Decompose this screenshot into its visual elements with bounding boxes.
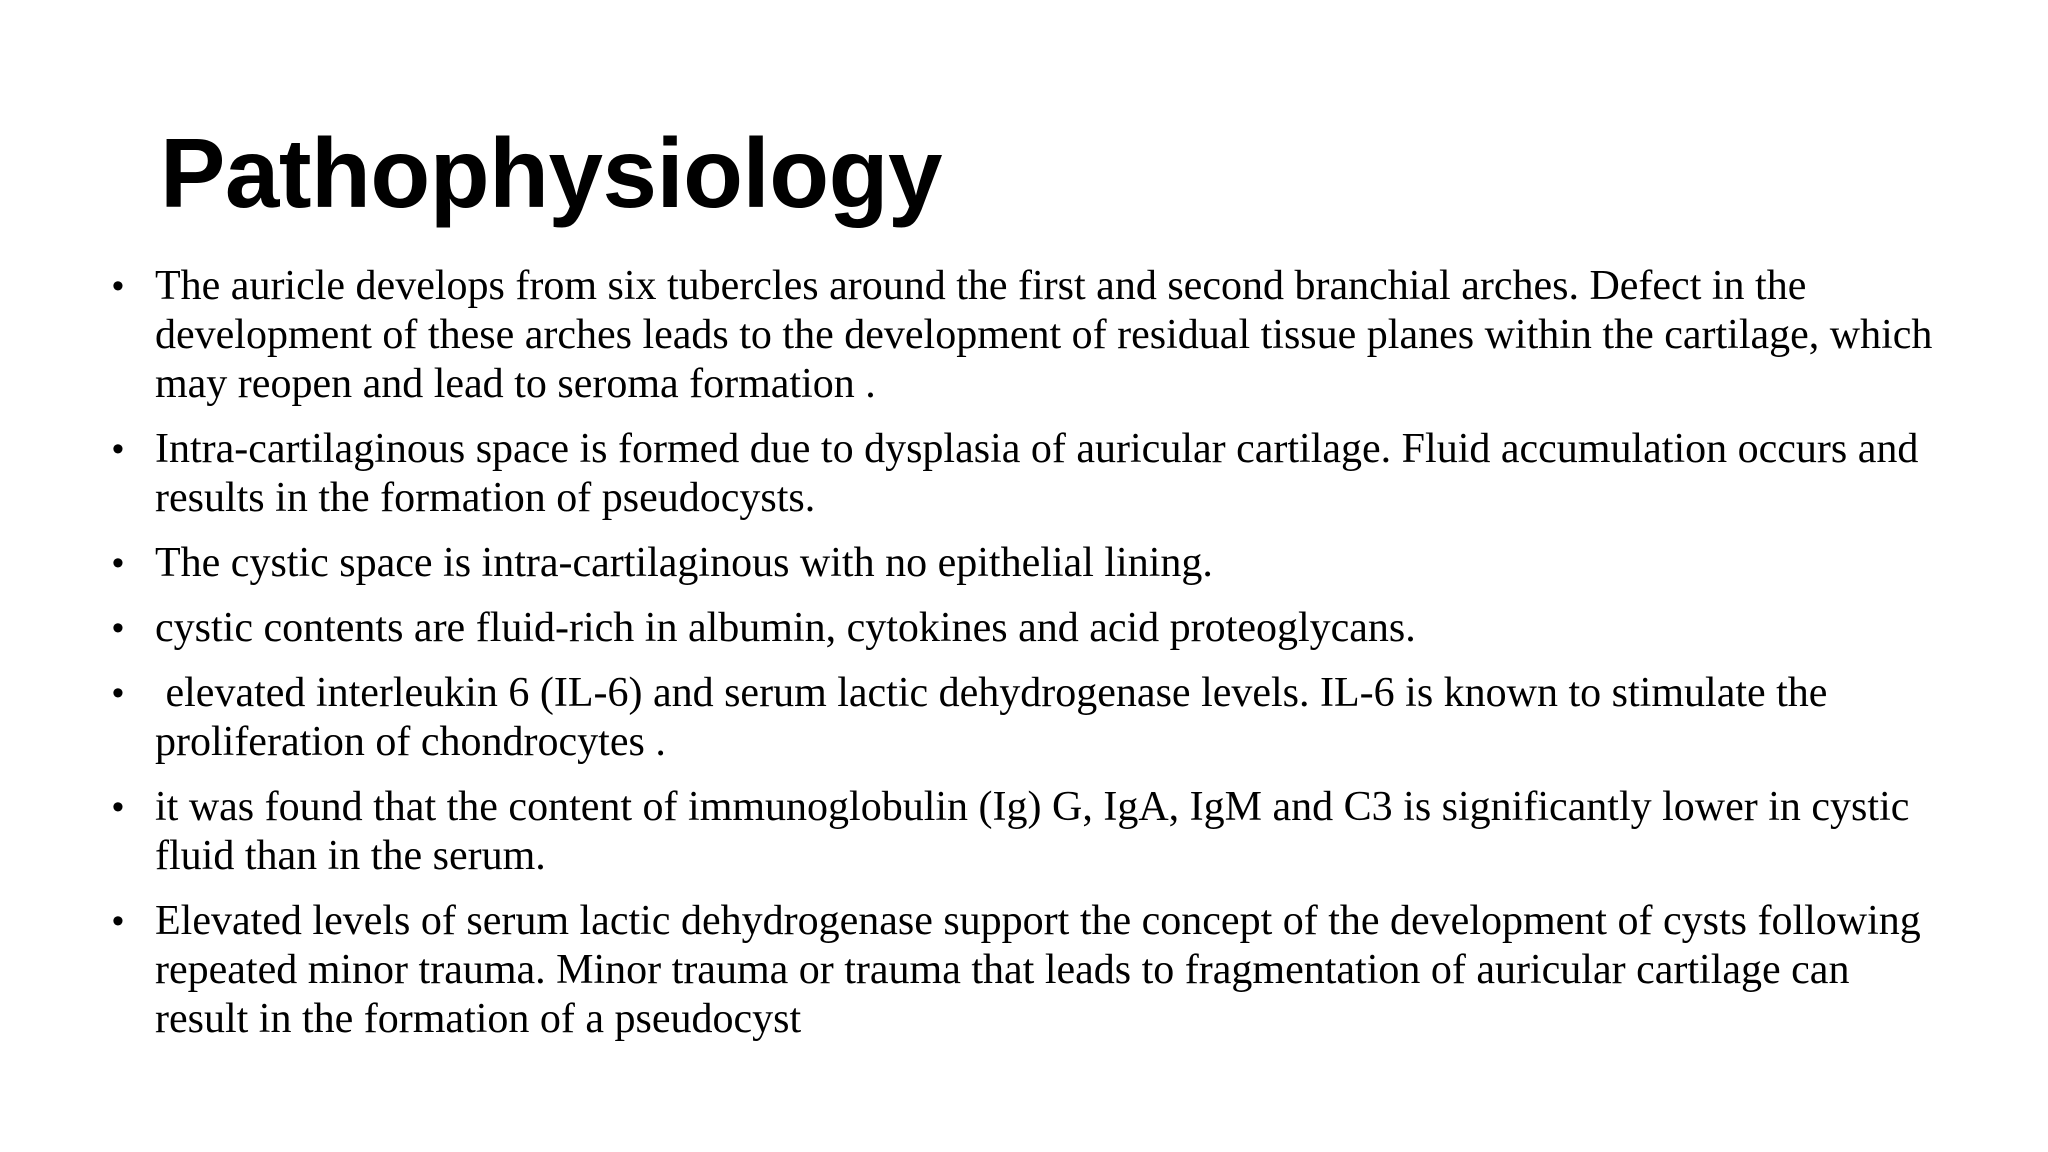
bullet-dot-icon: • <box>112 430 124 468</box>
bullet-text: elevated interleukin 6 (IL-6) and serum lactic dehydrogenase levels. IL-6 is known to stimulate the proliferation of chondrocytes . <box>155 670 1838 765</box>
bullet-item <box>110 539 1940 588</box>
bullet-item <box>110 897 1940 1044</box>
bullet-item <box>110 425 1940 523</box>
bullet-dot-icon: • <box>112 902 124 940</box>
slide-title: Pathophysiology <box>160 118 943 228</box>
bullet-item <box>110 604 1940 653</box>
bullet-list <box>110 262 1943 1060</box>
bullet-item <box>110 262 1943 409</box>
bullet-dot-icon: • <box>112 609 124 647</box>
bullet-item <box>110 783 1940 881</box>
bullet-text: it was found that the content of immunoglobulin (Ig) G, IgA, IgM and C3 is significantly lower in cystic fluid than in the serum. <box>155 784 1920 879</box>
bullet-text: The auricle develops from six tubercles around the first and second branchial arches. Defect in the development of these arches leads to the development of residual tissue planes within the cartilage, which may reopen and lead to seroma formation . <box>155 263 1943 407</box>
bullet-dot-icon: • <box>112 788 124 826</box>
bullet-dot-icon: • <box>112 267 124 305</box>
bullet-item <box>110 669 1940 767</box>
bullet-dot-icon: • <box>112 544 124 582</box>
bullet-text: Elevated levels of serum lactic dehydrogenase support the concept of the development of cysts following repeated minor trauma. Minor trauma or trauma that leads to fragmentation of auricular cartilage can result in the formation of a pseudocyst <box>155 898 1932 1042</box>
bullet-dot-icon: • <box>112 674 124 712</box>
bullet-text: Intra-cartilaginous space is formed due to dysplasia of auricular cartilage. Fluid accumulation occurs and results in the formation of pseudocysts. <box>155 426 1929 521</box>
bullet-text: The cystic space is intra-cartilaginous with no epithelial lining. <box>155 540 1213 586</box>
bullet-text: cystic contents are fluid-rich in albumin, cytokines and acid proteoglycans. <box>155 605 1416 651</box>
